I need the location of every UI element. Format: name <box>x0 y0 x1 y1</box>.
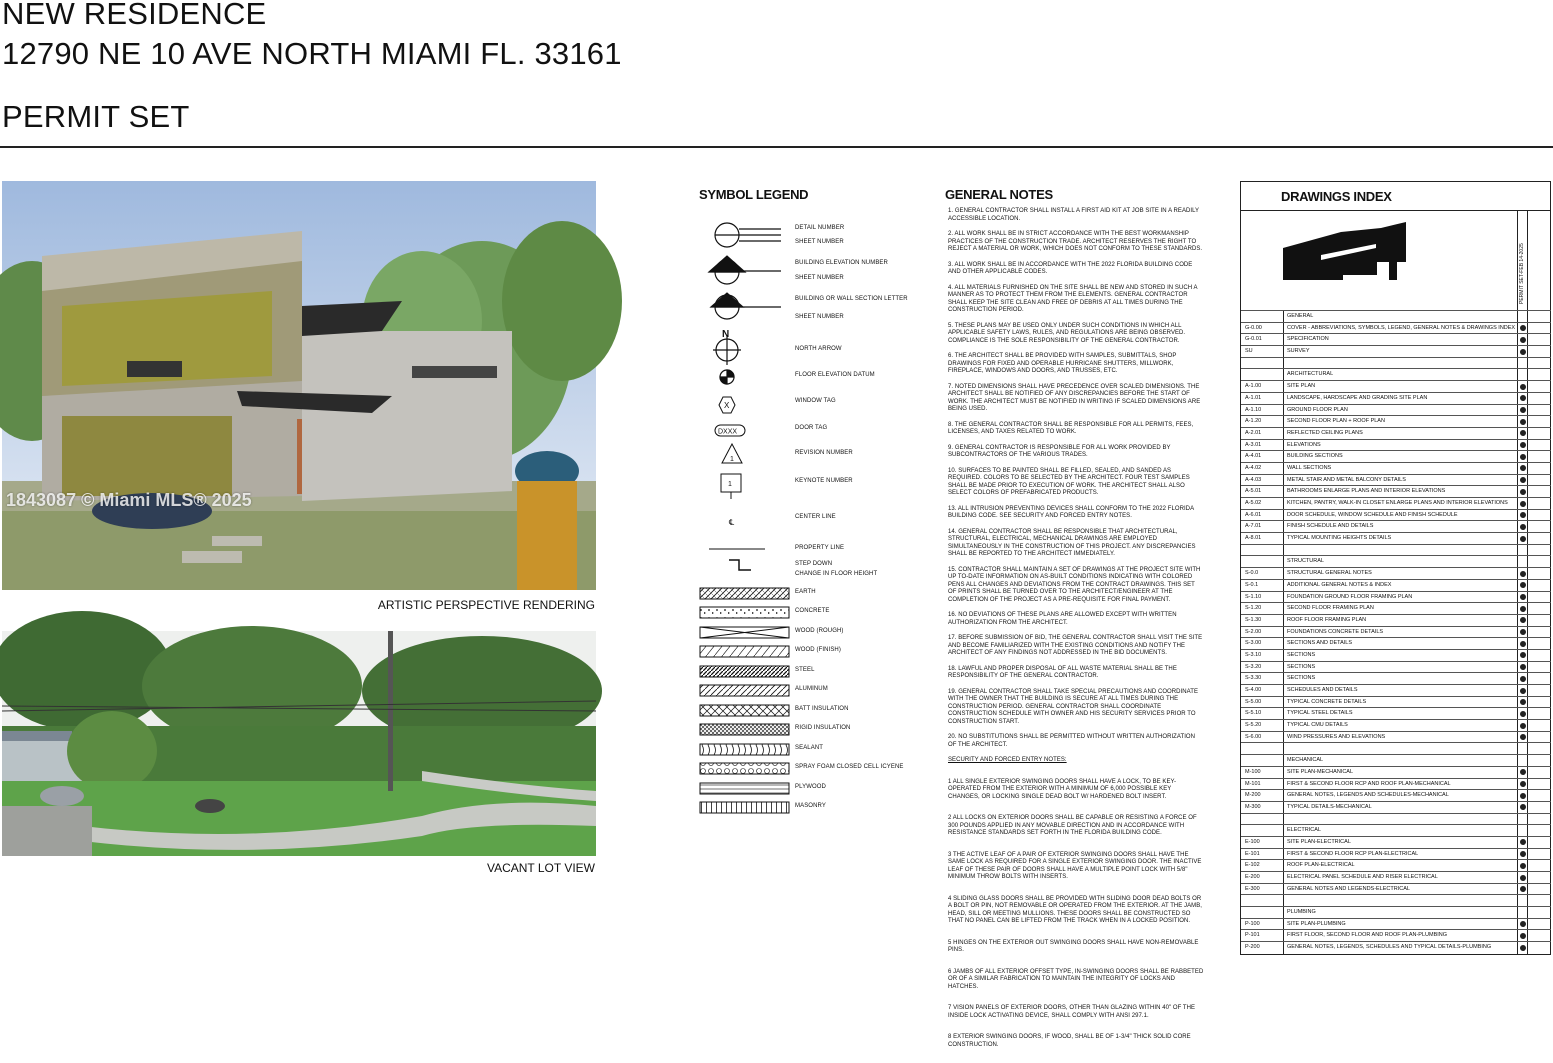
svg-text:1: 1 <box>728 481 732 488</box>
sheet-number: P-101 <box>1245 932 1260 939</box>
sheet-number: M-101 <box>1245 780 1261 787</box>
included-marker-icon <box>1520 688 1526 694</box>
legend-label: MASONRY <box>795 803 826 809</box>
included-marker-icon <box>1520 465 1526 471</box>
sheet-number: S-3.20 <box>1245 663 1262 670</box>
sheet-number: S-3.00 <box>1245 640 1262 647</box>
included-marker-icon <box>1520 617 1526 623</box>
sheet-number: A-5.01 <box>1245 488 1262 495</box>
sheet-title: SITE PLAN-MECHANICAL <box>1287 768 1354 775</box>
legend-label: PROPERTY LINE <box>795 545 845 551</box>
plywood-hatch <box>700 783 789 794</box>
security-note: 4 SLIDING GLASS DOORS SHALL BE PROVIDED WITH SLIDING DOOR DEAD BOLTS OR A BOLT OR PIN, NOT REMOVABLE OR OPERATED FROM THE EXTERIOR. AT THE JAMB, HEAD, SILL OR MEETING MULLIONS. THESE DOORS SHALL BE CONSTRUCTED SO THAT NO PANEL CAN BE LIFTED FROM THE TRACK WHEN IN A LOCKED POSITION. <box>948 895 1202 924</box>
index-row <box>1241 333 1551 345</box>
sheet-title: SECTIONS <box>1287 651 1316 658</box>
included-marker-icon <box>1520 384 1526 390</box>
sheet-title: SECOND FLOOR PLAN + ROOF PLAN <box>1287 418 1385 425</box>
sheet-number: A-7.01 <box>1245 523 1262 530</box>
sheet-title: ARCHITECTURAL <box>1287 371 1334 378</box>
legend-label: SHEET NUMBER <box>795 239 844 245</box>
legend-label: DETAIL NUMBER <box>795 225 845 231</box>
index-row <box>1241 474 1551 486</box>
earth-hatch <box>700 588 789 599</box>
included-marker-icon <box>1520 454 1526 460</box>
sheet-title: ADDITIONAL GENERAL NOTES & INDEX <box>1287 581 1392 588</box>
included-marker-icon <box>1520 571 1526 577</box>
index-row <box>1241 883 1551 895</box>
aluminum-hatch <box>700 685 789 696</box>
steel-hatch <box>700 666 789 677</box>
sheet-title: WALL SECTIONS <box>1287 464 1332 471</box>
spray-foam-hatch <box>700 763 789 774</box>
general-note: 10. SURFACES TO BE PAINTED SHALL BE FILLED, SEALED, AND SANDED AS REQUIRED. COLORS TO BE SELECTED BY THE ARCHITECT. FOUR TEST SAMPLES SHALL BE MADE PRIOR TO EXECUTION OF WORK. THE ARCHITECT SHALL ALSO SELECT COLORS OF PREFABRICATED PRODUCTS. <box>948 467 1190 496</box>
index-section-header <box>1241 555 1551 567</box>
index-row <box>1241 918 1551 930</box>
sheet-number: A-6.01 <box>1245 511 1262 518</box>
centerline-symbol: ℄ <box>729 518 735 527</box>
index-row <box>1241 380 1551 392</box>
included-marker-icon <box>1520 875 1526 881</box>
sheet-number: E-102 <box>1245 862 1260 869</box>
sheet-number: S-4.00 <box>1245 687 1262 693</box>
sheet-title: FIRST & SECOND FLOOR RCP AND ROOF PLAN-MECHANICAL <box>1287 780 1451 787</box>
included-marker-icon <box>1520 676 1526 682</box>
legend-label: DOOR TAG <box>795 425 828 431</box>
sheet-title: ELECTRICAL PANEL SCHEDULE AND RISER ELECTRICAL <box>1287 874 1438 880</box>
general-note: 20. NO SUBSTITUTIONS SHALL BE PERMITTED WITHOUT WRITTEN AUTHORIZATION OF THE ARCHITECT. <box>948 734 1196 748</box>
sheet-number: A-3.01 <box>1245 441 1262 448</box>
index-row <box>1241 614 1551 626</box>
index-section-header <box>1241 310 1551 322</box>
sheet-title: ELECTRICAL <box>1287 827 1321 834</box>
svg-text:DXXX: DXXX <box>718 428 738 436</box>
sheet-title: MECHANICAL <box>1287 757 1324 764</box>
index-row <box>1241 345 1551 357</box>
floor-datum-symbol <box>720 370 734 384</box>
step-down-symbol <box>729 560 751 570</box>
sheet-title: STRUCTURAL GENERAL NOTES <box>1287 570 1372 577</box>
general-note: 7. NOTED DIMENSIONS SHALL HAVE PRECEDENCE OVER SCALED DIMENSIONS. THE ARCHITECT SHALL BE NOTIFIED OF ANY DISCREPANCIES BEFORE THE START OF WORK. THE ARCHITECT MUST BE NOTIFIED IN WRITING IF SCALED DIMENSIONS ARE BEING USED. <box>948 383 1201 412</box>
sheet-number: A-4.03 <box>1245 476 1262 483</box>
sheet-number: A-2.01 <box>1245 429 1262 436</box>
index-row <box>1241 661 1551 673</box>
index-row <box>1241 602 1551 614</box>
svg-text:X: X <box>724 401 730 410</box>
elevation-number-symbol <box>709 256 781 284</box>
sheet-number: S-0.0 <box>1245 570 1259 577</box>
revision-symbol <box>722 444 742 463</box>
section-letter-symbol <box>711 293 781 319</box>
index-row <box>1241 579 1551 591</box>
legend-label: EARTH <box>795 589 816 595</box>
sheet-title: SITE PLAN <box>1287 383 1316 390</box>
keynote-symbol <box>721 474 741 499</box>
general-note: 5. THESE PLANS MAY BE USED ONLY UNDER SUCH CONDITIONS IN WHICH ALL APPLICABLE SAFETY LAWS, RULES, AND REGULATIONS ARE BEING OBSERVED. COMPLIANCE IS THE SOLE RESPONSIBILITY OF THE GENERAL CONTRACTOR. <box>948 322 1186 344</box>
sheet-title: SITE PLAN-ELECTRICAL <box>1287 838 1351 845</box>
sheet-title: SITE PLAN-PLUMBING <box>1287 920 1346 927</box>
index-row <box>1241 485 1551 497</box>
general-notes-body <box>948 208 1204 1063</box>
legend-label: RIGID INSULATION <box>795 725 851 731</box>
index-row <box>1241 848 1551 860</box>
title-divider <box>0 146 1553 148</box>
index-row <box>1241 789 1551 801</box>
general-note: 19. GENERAL CONTRACTOR SHALL TAKE SPECIAL PRECAUTIONS AND COORDINATE WITH THE OWNER THAT THE BUILDING IS SECURE AT ALL TIMES DURING THE CONSTRUCTION PERIOD. GENERAL CONTRACTOR SHALL COORDINATE CONSTRUCTION SCHEDULE WITH OWNER AND HIS SECURITY SERVICES PRIOR TO CONSTRUCTION START. <box>948 688 1199 725</box>
index-row <box>1241 626 1551 638</box>
general-note: 6. THE ARCHITECT SHALL BE PROVIDED WITH SAMPLES, SUBMITTALS, SHOP DRAWINGS FOR FIXED AND OPERABLE HURRICANE SHUTTERS, MILLWORK, FIREPLACE, WINDOWS AND DOORS, AND TRUSSES, ETC. <box>948 353 1177 374</box>
sheet-title: SECTIONS AND DETAILS <box>1287 640 1352 647</box>
detail-number-symbol <box>715 223 781 247</box>
legend-label: BUILDING OR WALL SECTION LETTER <box>795 296 908 302</box>
sheet-number: S-0.1 <box>1245 581 1259 588</box>
sheet-title: SECTIONS <box>1287 663 1316 670</box>
index-row <box>1241 719 1551 731</box>
security-note: 1 ALL SINGLE EXTERIOR SWINGING DOORS SHALL HAVE A LOCK, TO BE KEY-OPERATED FROM THE EXTERIOR WITH A MINIMUM OF 6,000 POSSIBLE KEY CHANGES, OR LOCKING SINGLE DEAD BOLT W/ HARDENED BOLT INSERT. <box>948 778 1177 800</box>
included-marker-icon <box>1520 430 1526 436</box>
included-marker-icon <box>1520 629 1526 635</box>
sheet-number: S-3.30 <box>1245 675 1262 682</box>
sheet-title: FIRST & SECOND FLOOR RCP PLAN-ELECTRICAL <box>1287 850 1419 857</box>
sheet-number: A-1.01 <box>1245 394 1262 401</box>
symbol-legend-title: SYMBOL LEGEND <box>699 187 809 202</box>
included-marker-icon <box>1520 863 1526 869</box>
sheet-title: DOOR SCHEDULE, WINDOW SCHEDULE AND FINISH SCHEDULE <box>1287 511 1458 518</box>
index-row <box>1241 450 1551 462</box>
sheet-title: TYPICAL DETAILS-MECHANICAL <box>1287 803 1372 810</box>
security-note: 8 EXTERIOR SWINGING DOORS, IF WOOD, SHALL BE OF 1-3/4" THICK SOLID CORE CONSTRUCTION. <box>948 1034 1191 1048</box>
general-note: 3. ALL WORK SHALL BE IN ACCORDANCE WITH THE 2022 FLORIDA BUILDING CODE AND OTHER APPLICABLE CODES. <box>948 261 1193 275</box>
sheet-number: SU <box>1245 348 1253 355</box>
included-marker-icon <box>1520 594 1526 600</box>
security-note: 6 JAMBS OF ALL EXTERIOR OFFSET TYPE, IN-SWINGING DOORS SHALL BE RABBETED OR OF A SIMILAR FABRICATION TO MAINTAIN THE INTEGRITY OF LOCKS AND HATCHES. <box>948 968 1204 990</box>
included-marker-icon <box>1520 851 1526 857</box>
index-row <box>1241 497 1551 509</box>
included-marker-icon <box>1520 582 1526 588</box>
sheet-number: E-300 <box>1245 885 1260 892</box>
index-section-header <box>1241 824 1551 836</box>
mls-watermark: 1843087 © Miami MLS® 2025 <box>6 490 252 510</box>
legend-label: SEALANT <box>795 745 824 751</box>
sheet-number: M-200 <box>1245 792 1261 799</box>
legend-label: SPRAY FOAM CLOSED CELL ICYENE <box>795 764 904 770</box>
sheet-number: A-1.10 <box>1245 406 1262 413</box>
sheet-number: A-5.02 <box>1245 500 1262 506</box>
sheet-number: S-5.20 <box>1245 722 1262 729</box>
index-row <box>1241 532 1551 544</box>
legend-label: KEYNOTE NUMBER <box>795 478 853 484</box>
svg-text:N: N <box>722 329 730 340</box>
legend-label: ALUMINUM <box>795 686 828 692</box>
project-address: 12790 NE 10 AVE NORTH MIAMI FL. 33161 <box>2 36 622 71</box>
included-marker-icon <box>1520 804 1526 810</box>
sheet-title: TYPICAL STEEL DETAILS <box>1287 710 1353 717</box>
sheet-number: M-100 <box>1245 768 1261 775</box>
sheet-title: KITCHEN, PANTRY, WALK-IN CLOSET ENLARGE PLANS AND INTERIOR ELEVATIONS <box>1287 500 1508 506</box>
sheet-number: M-300 <box>1245 803 1261 810</box>
security-notes-title: SECURITY AND FORCED ENTRY NOTES: <box>948 757 1067 763</box>
set-title: PERMIT SET <box>2 99 190 134</box>
general-note: 16. NO DEVIATIONS OF THESE PLANS ARE ALLOWED EXCEPT WITH WRITTEN AUTHORIZATION FROM THE ARCHITECT. <box>948 612 1177 626</box>
legend-label: BATT INSULATION <box>795 706 849 712</box>
legend-label: WINDOW TAG <box>795 398 836 404</box>
legend-label: WOOD (ROUGH) <box>795 628 844 634</box>
index-row <box>1241 684 1551 696</box>
index-row <box>1241 427 1551 439</box>
door-tag-symbol <box>715 425 745 436</box>
sheet-number: S-5.10 <box>1245 710 1262 717</box>
sheet-title: FOUNDATIONS CONCRETE DETAILS <box>1287 628 1384 635</box>
legend-label: CHANGE IN FLOOR HEIGHT <box>795 571 878 577</box>
index-row <box>1241 404 1551 416</box>
sheet-number: E-101 <box>1245 850 1260 857</box>
legend-label: SHEET NUMBER <box>795 314 844 320</box>
included-marker-icon <box>1520 886 1526 892</box>
sheet-number: A-4.02 <box>1245 464 1262 471</box>
sheet-title: TYPICAL MOUNTING HEIGHTS DETAILS <box>1287 535 1392 542</box>
sheet-title: BUILDING SECTIONS <box>1287 453 1343 460</box>
sheet-title: REFLECTED CEILING PLANS <box>1287 429 1363 436</box>
sheet-title: ROOF PLAN-ELECTRICAL <box>1287 862 1355 869</box>
sheet-title: SURVEY <box>1287 348 1310 355</box>
house-silhouette-icon <box>1281 220 1411 290</box>
sheet-title: GENERAL NOTES, LEGENDS, SCHEDULES AND TYPICAL DETAILS-PLUMBING <box>1287 944 1492 951</box>
sheet-number: A-1.20 <box>1245 418 1262 425</box>
sheet-title: PLUMBING <box>1287 909 1316 916</box>
index-row <box>1241 696 1551 708</box>
sheet-title: ROOF FLOOR FRAMING PLAN <box>1287 616 1367 623</box>
sheet-number: S-3.10 <box>1245 651 1262 658</box>
index-row <box>1241 871 1551 883</box>
masonry-hatch <box>700 802 789 813</box>
sheet-number: S-1.20 <box>1245 605 1262 612</box>
included-marker-icon <box>1520 524 1526 530</box>
index-row <box>1241 567 1551 579</box>
sheet-number: G-0.00 <box>1245 324 1262 331</box>
index-row <box>1241 591 1551 603</box>
security-note: 3 THE ACTIVE LEAF OF A PAIR OF EXTERIOR SWINGING DOORS SHALL HAVE THE SAME LOCK AS REQUIRED FOR A SINGLE EXTERIOR SWINGING DOOR. THE INACTIVE LEAF OF THESE PAIR OF DOORS SHALL HAVE A MULTIPLE POINT LOCK WITH 5/8" MINIMUM THROW BOLTS WITH INSERTS. <box>948 851 1202 880</box>
general-note: 9. GENERAL CONTRACTOR IS RESPONSIBLE FOR ALL WORK PROVIDED BY SUBCONTRACTORS OF THE VARIOUS TRADES. <box>948 444 1171 458</box>
index-row <box>1241 520 1551 532</box>
general-note: 18. LAWFUL AND PROPER DISPOSAL OF ALL WASTE MATERIAL SHALL BE THE RESPONSIBILITY OF THE GENERAL CONTRACTOR. <box>948 665 1177 679</box>
included-marker-icon <box>1520 489 1526 495</box>
included-marker-icon <box>1520 652 1526 658</box>
general-note: 8. THE GENERAL CONTRACTOR SHALL BE RESPONSIBLE FOR ALL PERMITS, FEES, LICENSES, AND TAXES RELATED TO WORK. <box>948 421 1194 435</box>
rigid-insulation-hatch <box>700 724 789 735</box>
index-row <box>1241 415 1551 427</box>
included-marker-icon <box>1520 945 1526 951</box>
legend-label: CONCRETE <box>795 608 830 614</box>
general-note: 2. ALL WORK SHALL BE IN STRICT ACCORDANCE WITH THE BEST WORKMANSHIP PRACTICES OF THE CONSTRUCTION TRADE. ARCHITECT RESERVES THE RIGHT TO REJECT A MATERIAL OR WORK, WHICH DOES NOT CONFORM TO THESE STANDARDS. <box>948 231 1203 252</box>
legend-label: STEEL <box>795 667 815 673</box>
included-marker-icon <box>1520 512 1526 518</box>
index-row <box>1241 836 1551 848</box>
sheet-title: SPECIFICATION <box>1287 336 1329 343</box>
included-marker-icon <box>1520 325 1526 331</box>
index-row <box>1241 672 1551 684</box>
project-title: NEW RESIDENCE <box>2 0 267 31</box>
wood-rough-hatch <box>700 627 789 638</box>
legend-label: PLYWOOD <box>795 784 826 790</box>
sheet-title: SECTIONS <box>1287 675 1316 682</box>
sheet-number: P-200 <box>1245 944 1260 951</box>
wood-finish-hatch <box>700 646 789 657</box>
sheet-number: A-8.01 <box>1245 535 1262 542</box>
sheet-title: GENERAL NOTES AND LEGENDS-ELECTRICAL <box>1287 885 1410 892</box>
index-row <box>1241 439 1551 451</box>
included-marker-icon <box>1520 933 1526 939</box>
index-section-header <box>1241 368 1551 380</box>
included-marker-icon <box>1520 734 1526 740</box>
sheet-number: S-2.00 <box>1245 628 1262 635</box>
index-row <box>1241 778 1551 790</box>
legend-label: STEP DOWN <box>795 561 833 567</box>
security-note: 5 HINGES ON THE EXTERIOR OUT SWINGING DOORS SHALL HAVE NON-REMOVABLE PINS. <box>948 939 1199 953</box>
included-marker-icon <box>1520 921 1526 927</box>
included-marker-icon <box>1520 699 1526 705</box>
sheet-title: SECOND FLOOR FRAMING PLAN <box>1287 605 1374 612</box>
north-arrow-symbol <box>713 329 741 365</box>
general-note: 4. ALL MATERIALS FURNISHED ON THE SITE SHALL BE NEW AND STORED IN SUCH A MANNER AS TO PROTECT THEM FROM THE ELEMENTS. GENERAL CONTRACTOR SHALL KEEP THE SITE CLEAN AND FREE OF DEBRIS AT ALL TIMES DURING THE CONSTRUCTION PERIOD. <box>948 284 1198 313</box>
vacant-lot-caption: VACANT LOT VIEW <box>486 861 595 875</box>
included-marker-icon <box>1520 337 1526 343</box>
sheet-number: S-1.30 <box>1245 616 1262 623</box>
index-row <box>1241 707 1551 719</box>
legend-label: BUILDING ELEVATION NUMBER <box>795 260 888 266</box>
included-marker-icon <box>1520 793 1526 799</box>
legend-label: NORTH ARROW <box>795 346 842 352</box>
index-row <box>1241 649 1551 661</box>
included-marker-icon <box>1520 477 1526 483</box>
sheet-title: WIND PRESSURES AND ELEVATIONS <box>1287 733 1386 740</box>
included-marker-icon <box>1520 606 1526 612</box>
sheet-number: A-1.00 <box>1245 383 1262 390</box>
general-note: 14. GENERAL CONTRACTOR SHALL BE RESPONSIBLE THAT ARCHITECTURAL, STRUCTURAL, ELECTRICAL, MECHANICAL DRAWINGS ARE EMPLOYED SIMULTANEOUSLY IN THE CONSTRUCTION OF THIS PROJECT. ANY DISCREPANCIES SHALL BE REPORTED TO THE ARCHITECT IMMEDIATELY. <box>948 528 1196 557</box>
general-notes-title: GENERAL NOTES <box>945 187 1053 202</box>
concrete-hatch <box>700 607 789 618</box>
included-marker-icon <box>1520 641 1526 647</box>
included-marker-icon <box>1520 442 1526 448</box>
index-row <box>1241 859 1551 871</box>
sheet-title: STRUCTURAL <box>1287 558 1324 565</box>
sheet-title: GROUND FLOOR PLAN <box>1287 406 1348 413</box>
legend-symbols <box>699 215 819 825</box>
sheet-number: G-0.01 <box>1245 336 1262 343</box>
included-marker-icon <box>1520 536 1526 542</box>
sheet-title: FIRST FLOOR, SECOND FLOOR AND ROOF PLAN-PLUMBING <box>1287 932 1448 939</box>
security-note: 2 ALL LOCKS ON EXTERIOR DOORS SHALL BE CAPABLE OR RESISTING A FORCE OF 300 POUNDS APPLIED IN ANY MOVABLE DIRECTION AND IN ACCORDANCE WITH RESISTANCE STANDARDS SET FORTH IN THE FLORIDA BUILDING CODE. <box>948 815 1197 836</box>
index-row <box>1241 731 1551 743</box>
permit-set-date: PERMIT SET-FEB 14-2025 <box>1519 243 1525 304</box>
sheet-title: ELEVATIONS <box>1287 441 1321 448</box>
sheet-title: FINISH SCHEDULE AND DETAILS <box>1287 523 1374 530</box>
included-marker-icon <box>1520 723 1526 729</box>
index-row <box>1241 544 1551 556</box>
legend-label: CENTER LINE <box>795 514 836 520</box>
included-marker-icon <box>1520 711 1526 717</box>
index-row <box>1241 509 1551 521</box>
index-row <box>1241 322 1551 334</box>
included-marker-icon <box>1520 839 1526 845</box>
sheet-title: LANDSCAPE, HARDSCAPE AND GRADING SITE PLAN <box>1287 394 1428 401</box>
general-note: 1. GENERAL CONTRACTOR SHALL INSTALL A FIRST AID KIT AT JOB SITE IN A READILY ACCESSIBLE LOCATION. <box>948 208 1199 222</box>
batt-insulation-hatch <box>700 705 789 716</box>
general-note: 13. ALL INTRUSION PREVENTING DEVICES SHALL CONFORM TO THE 2022 FLORIDA BUILDING CODE. SEE SECURITY AND FORCED ENTRY NOTES. <box>948 505 1194 519</box>
included-marker-icon <box>1520 419 1526 425</box>
index-row <box>1241 766 1551 778</box>
index-section-header <box>1241 754 1551 766</box>
index-row <box>1241 801 1551 813</box>
svg-text:1: 1 <box>730 456 734 463</box>
vacant-lot-image <box>2 631 596 856</box>
general-note: 17. BEFORE SUBMISSION OF BID, THE GENERAL CONTRACTOR SHALL VISIT THE SITE AND BECOME FAMILIARIZED WITH THE EXISTING CONDITIONS AND NOTIFY THE ARCHITECT OF ANY FINDINGS NOT ADDRESSED IN THE BID DOCUMENTS. <box>948 635 1203 656</box>
sheet-title: FOUNDATION GROUND FLOOR FRAMING PLAN <box>1287 593 1413 600</box>
sheet-number: P-100 <box>1245 920 1260 927</box>
general-note: 15. CONTRACTOR SHALL MAINTAIN A SET OF DRAWINGS AT THE PROJECT SITE WITH UP TO-DATE INFORMATION ON AS-BUILT CONDITIONS INDICATING WITH COLORED PENS ALL CHANGES AND DEVIATIONS FROM THE CONTRACT DRAWINGS. THIS SET OF PRINTS SHALL BE TURNED OVER TO THE ARCHITECT/ENGINEER AT THE COMPLETION OF THE PROJECT AS A PRE-REQUISITE FOR FINAL PAYMENT. <box>948 566 1201 603</box>
sheet-title: COVER - ABBREVIATIONS, SYMBOLS, LEGEND, GENERAL NOTES & DRAWINGS INDEX <box>1287 324 1516 331</box>
index-row <box>1241 894 1551 906</box>
drawings-index-table <box>1241 310 1551 953</box>
legend-label: SHEET NUMBER <box>795 275 844 281</box>
sheet-title: BATHROOMS ENLARGE PLANS AND INTERIOR ELEVATIONS <box>1287 488 1446 495</box>
included-marker-icon <box>1520 769 1526 775</box>
sheet-number: S-1.10 <box>1245 593 1262 600</box>
drawings-index-title: DRAWINGS INDEX <box>1281 189 1392 204</box>
index-row <box>1241 941 1551 953</box>
sheet-title: METAL STAIR AND METAL BALCONY DETAILS <box>1287 476 1406 483</box>
index-row <box>1241 462 1551 474</box>
sheet-number: A-4.01 <box>1245 453 1262 460</box>
window-tag-symbol <box>719 397 735 413</box>
sheet-title: SCHEDULES AND DETAILS <box>1287 687 1358 693</box>
sealant-hatch <box>700 744 789 755</box>
rendering-caption: ARTISTIC PERSPECTIVE RENDERING <box>377 598 595 612</box>
sheet-number: E-200 <box>1245 874 1260 880</box>
included-marker-icon <box>1520 395 1526 401</box>
legend-label: WOOD (FINISH) <box>795 647 841 653</box>
sheet-title: GENERAL <box>1287 313 1314 319</box>
index-row <box>1241 813 1551 825</box>
index-row <box>1241 637 1551 649</box>
included-marker-icon <box>1520 349 1526 355</box>
included-marker-icon <box>1520 664 1526 670</box>
index-row <box>1241 742 1551 754</box>
index-row <box>1241 392 1551 404</box>
included-marker-icon <box>1520 501 1526 507</box>
security-note: 7 VISION PANELS OF EXTERIOR DOORS, OTHER THAN GLAZING WITHIN 40" OF THE INSIDE LOCK ACTIVATING DEVICE, SHALL COMPLY WITH ANSI 297.1. <box>948 1005 1196 1019</box>
legend-label: REVISION NUMBER <box>795 450 853 456</box>
included-marker-icon <box>1520 781 1526 787</box>
sheet-number: S-5.00 <box>1245 698 1262 705</box>
included-marker-icon <box>1520 407 1526 413</box>
sheet-title: GENERAL NOTES, LEGENDS AND SCHEDULES-MECHANICAL <box>1287 792 1449 799</box>
perspective-rendering-image <box>2 181 596 590</box>
index-section-header <box>1241 906 1551 918</box>
sheet-number: E-100 <box>1245 838 1260 845</box>
sheet-title: TYPICAL CMU DETAILS <box>1287 722 1348 729</box>
sheet-title: TYPICAL CONCRETE DETAILS <box>1287 698 1367 705</box>
index-row <box>1241 357 1551 369</box>
sheet-number: S-6.00 <box>1245 733 1262 740</box>
legend-label: FLOOR ELEVATION DATUM <box>795 372 875 378</box>
index-row <box>1241 929 1551 941</box>
drawings-index <box>1240 181 1551 955</box>
